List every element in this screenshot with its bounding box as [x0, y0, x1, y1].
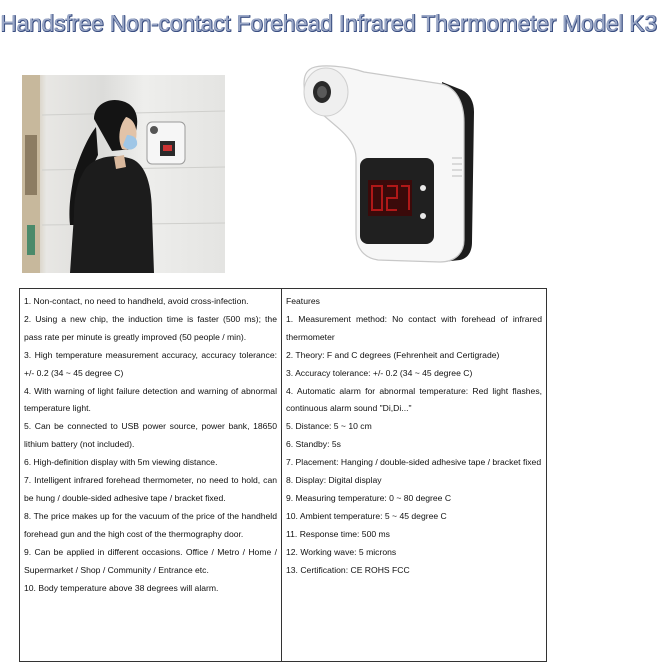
- features-heading: Features: [286, 296, 320, 306]
- feature-item: 13. Certification: CE ROHS FCC: [286, 564, 410, 575]
- page-title: Handsfree Non-contact Forehead Infrared Thermometer Model K3: [0, 10, 657, 36]
- feature-item: 4. Automatic alarm for abnormal temperature: Red light flashes, continuous alarm sound "Di,Di...": [286, 385, 542, 414]
- advantage-item: 1. Non-contact, no need to handheld, avoid cross-infection.: [24, 296, 249, 306]
- feature-item: 11. Response time: 500 ms: [286, 528, 390, 539]
- advantage-item: 9. Can be applied in different occasions. Office / Metro / Home / Supermarket / Shop / Community / Entrance etc.: [24, 546, 277, 575]
- woman-using-thermometer-photo: [22, 75, 225, 273]
- feature-item: 12. Working wave: 5 microns: [286, 546, 397, 557]
- feature-item: 1. Measurement method: No contact with forehead of infrared thermometer: [286, 313, 542, 342]
- feature-item: 9. Measuring temperature: 0 ~ 80 degree C: [286, 492, 452, 503]
- advantage-item: 2. Using a new chip, the induction time is faster (500 ms); the pass rate per minute is greatly improved (50 people / min).: [24, 313, 277, 342]
- advantage-item: 10. Body temperature above 38 degrees will alarm.: [24, 582, 219, 593]
- feature-item: 8. Display: Digital display: [286, 475, 382, 486]
- feature-item: 2. Theory: F and C degrees (Fehrenheit and Certigrade): [286, 349, 500, 360]
- features-column: [282, 289, 546, 661]
- feature-item: 7. Placement: Hanging / double-sided adhesive tape / bracket fixed: [286, 457, 542, 468]
- advantage-item: 3. High temperature measurement accuracy, accuracy tolerance: +/- 0.2 (34 ~ 45 degree C): [24, 349, 277, 378]
- advantage-item: 7. Intelligent infrared forehead thermometer, no need to hold, can be hung / double-sided adhesive tape / bracket fixed.: [24, 475, 277, 503]
- advantage-item: 4. With warning of light failure detection and warning of abnormal temperature light.: [24, 385, 277, 414]
- feature-item: 6. Standby: 5s: [286, 439, 341, 450]
- feature-item: 10. Ambient temperature: 5 ~ 45 degree C: [286, 510, 447, 521]
- advantage-item: 6. High-definition display with 5m viewing distance.: [24, 457, 218, 468]
- feature-item: 5. Distance: 5 ~ 10 cm: [286, 421, 372, 432]
- advantage-item: 8. The price makes up for the vacuum of the price of the handheld forehead gun and the high cost of the thermography door.: [24, 510, 277, 539]
- advantages-column: [20, 289, 282, 661]
- thermometer-device-photo: [292, 62, 482, 267]
- specs-table: [19, 288, 547, 662]
- feature-item: 3. Accuracy tolerance: +/- 0.2 (34 ~ 45 degree C): [286, 367, 473, 378]
- advantage-item: 5. Can be connected to USB power source, power bank, 18650 lithium battery (not included).: [24, 421, 277, 450]
